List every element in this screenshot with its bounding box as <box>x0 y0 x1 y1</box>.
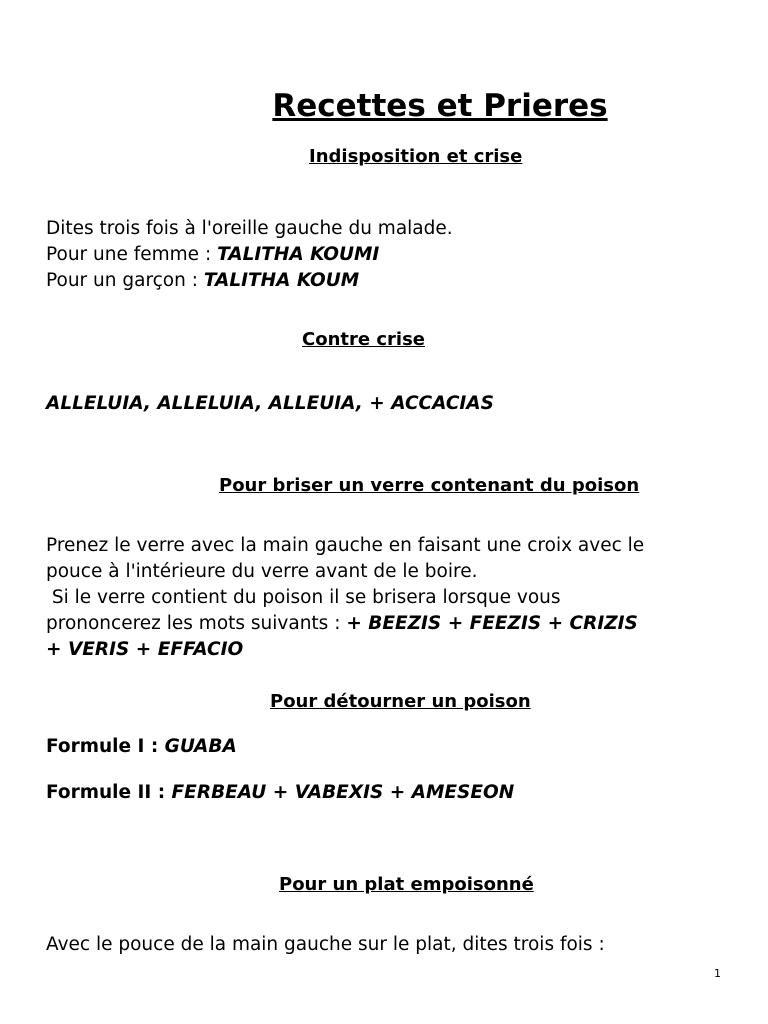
briser-line-3: Si le verre contient du poison il se brisera lorsque vous <box>46 587 561 608</box>
heading-briser-verre: Pour briser un verre contenant du poison <box>219 475 640 496</box>
heading-contre-crise: Contre crise <box>302 329 425 350</box>
heading-plat-empoisonne: Pour un plat empoisonné <box>279 874 534 895</box>
formule-2 <box>46 782 514 803</box>
briser-line-2: pouce à l'intérieure du verre avant de le boire. <box>46 561 478 582</box>
formula-veris: + VERIS + EFFACIO <box>46 639 244 660</box>
formula-talitha-koum: TALITHA KOUM <box>203 270 360 291</box>
briser-line-4-prefix: prononcerez les mots suivants : <box>46 613 347 634</box>
page-number: 1 <box>714 967 721 980</box>
formula-beezis: + BEEZIS + FEEZIS + CRIZIS <box>346 613 638 634</box>
plat-line-1: Avec le pouce de la main gauche sur le plat, dites trois fois : <box>46 934 605 955</box>
formula-talitha-koumi: TALITHA KOUMI <box>217 244 380 265</box>
briser-line-4 <box>46 613 638 634</box>
indisposition-line-2 <box>46 244 379 265</box>
formule-2-label: Formule II : <box>46 782 172 803</box>
indisposition-line-1: Dites trois fois à l'oreille gauche du malade. <box>46 218 453 239</box>
indisposition-line-3-prefix: Pour un garçon : <box>46 270 204 291</box>
heading-detourner-poison: Pour détourner un poison <box>270 691 531 712</box>
formule-1 <box>46 736 237 757</box>
page-title: Recettes et Prieres <box>272 88 608 124</box>
formula-ferbeau: FERBEAU + VABEXIS + AMESEON <box>171 782 515 803</box>
heading-indisposition: Indisposition et crise <box>309 146 523 167</box>
indisposition-line-3 <box>46 270 359 291</box>
formule-1-label: Formule I : <box>46 736 165 757</box>
formula-guaba: GUABA <box>164 736 237 757</box>
indisposition-line-2-prefix: Pour une femme : <box>46 244 218 265</box>
formula-alleluia: ALLELUIA, ALLELUIA, ALLEUIA, + ACCACIAS <box>46 393 494 414</box>
briser-line-1: Prenez le verre avec la main gauche en faisant une croix avec le <box>46 535 645 556</box>
